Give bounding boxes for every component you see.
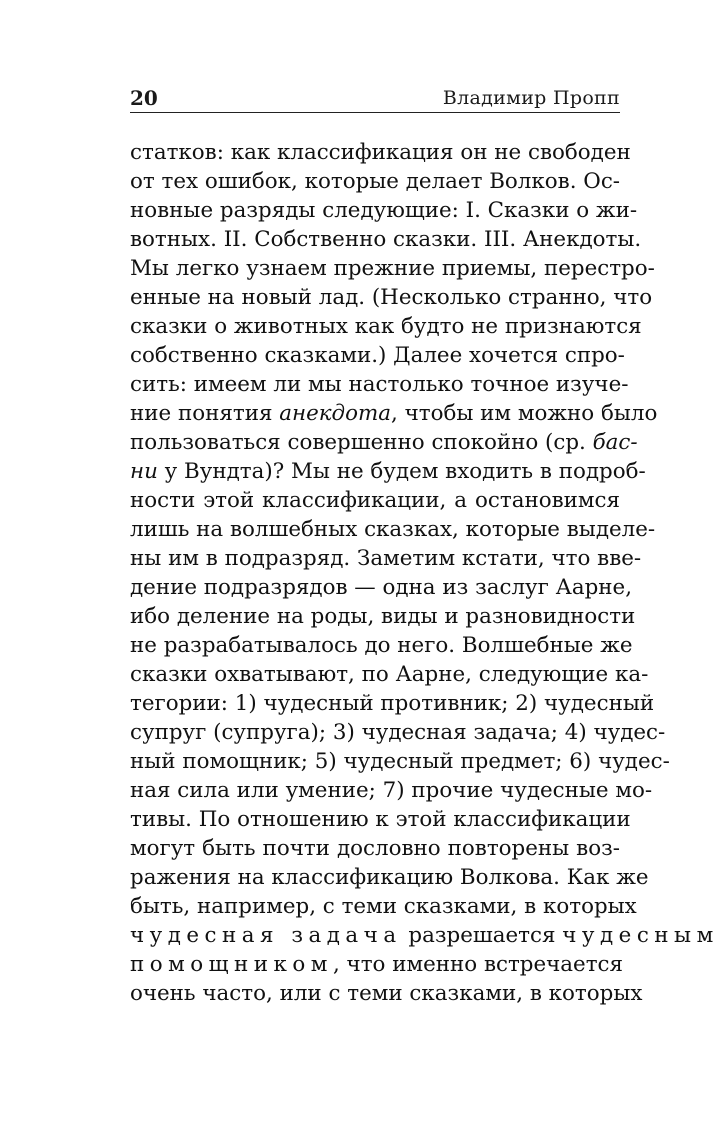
text-line: быть, например, с теми сказками, в которых	[130, 894, 637, 919]
text-line: сказки о животных как будто не признаются	[130, 314, 642, 339]
text-line: сить: имеем ли мы настолько точное изуче-	[130, 372, 629, 397]
text-segment: разрешается	[401, 923, 563, 948]
text-line: статков: как классификация он не свободен	[130, 140, 631, 165]
running-head-author: Владимир Пропп	[442, 87, 620, 109]
text-line: ибо деление на роды, виды и разновидности	[130, 604, 636, 629]
spaced-term-helper: помощником	[130, 952, 333, 977]
text-line: тегории: 1) чудесный противник; 2) чудесный	[130, 691, 655, 716]
text-line: вотных. II. Собственно сказки. III. Анекдоты.	[130, 227, 642, 252]
text-line	[130, 399, 658, 428]
text-line: дение подразрядов — одна из заслуг Аарне,	[130, 575, 633, 600]
body-text	[130, 138, 719, 1008]
text-segment: , чтобы им можно было	[391, 401, 658, 426]
text-segment: пользоваться совершенно спокойно (ср.	[130, 430, 593, 455]
text-line: новные разряды следующие: I. Сказки о жи-	[130, 198, 638, 223]
spaced-term-miraculous-task: чудесная задача	[130, 923, 402, 948]
text-line	[130, 950, 624, 979]
page-header	[130, 82, 620, 113]
text-segment: , что именно встречается	[332, 952, 624, 977]
italic-term-fable-part1: бас-	[592, 430, 638, 455]
text-line: ная сила или умение; 7) прочие чудесные мо-	[130, 778, 653, 803]
text-line: сказки охватывают, по Аарне, следующие ка-	[130, 662, 649, 687]
text-line: очень часто, или с теми сказками, в которых	[130, 981, 643, 1006]
text-line: ности этой классификации, а остановимся	[130, 488, 620, 513]
text-line: могут быть почти дословно повторены воз-	[130, 836, 620, 861]
text-line: ны им в подразряд. Заметим кстати, что вве-	[130, 546, 642, 571]
text-line: тивы. По отношению к этой классификации	[130, 807, 631, 832]
text-line	[130, 428, 638, 457]
text-line: ный помощник; 5) чудесный предмет; 6) чудес-	[130, 749, 670, 774]
text-line: енные на новый лад. (Несколько странно, что	[130, 285, 653, 310]
italic-term-anecdote: анекдота	[279, 401, 391, 426]
text-line: ражения на классификацию Волкова. Как же	[130, 865, 649, 890]
spaced-term-miraculous: чудесным	[562, 923, 719, 948]
text-line: от тех ошибок, которые делает Волков. Ос-	[130, 169, 621, 194]
text-line: собственно сказками.) Далее хочется спро-	[130, 343, 625, 368]
italic-term-fable-part2: ни	[130, 459, 158, 484]
text-segment: ние понятия	[130, 401, 280, 426]
text-line: лишь на волшебных сказках, которые выделе-	[130, 517, 656, 542]
text-line: Мы легко узнаем прежние приемы, перестро-	[130, 256, 655, 281]
page-number: 20	[130, 86, 158, 110]
text-line: супруг (супруга); 3) чудесная задача; 4) чудес-	[130, 720, 666, 745]
text-line	[130, 921, 719, 950]
text-segment: у Вундта)? Мы не будем входить в подроб-	[157, 459, 646, 484]
text-line	[130, 457, 646, 486]
text-line: не разрабатывалось до него. Волшебные же	[130, 633, 633, 658]
